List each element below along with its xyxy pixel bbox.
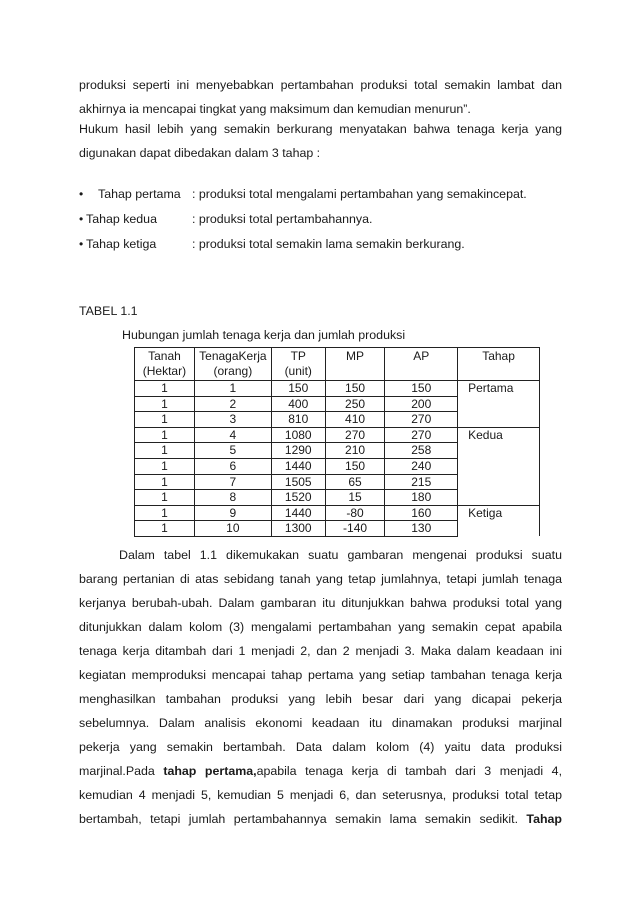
table-row xyxy=(135,381,540,397)
table-cell: 250 xyxy=(325,396,385,412)
bold-term: tahap pertama, xyxy=(163,764,257,778)
body-line-8: sebelumnya. Dalam analisis ekonomi keadaan itu dinamakan produksi marjinal xyxy=(79,716,562,730)
body-line-5: tenaga kerja ditambah dari 1 menjadi 2, dan 2 menjadi 3. Maka dalam keadaan ini xyxy=(79,644,562,658)
table-cell: 1440 xyxy=(271,505,325,521)
body-line-4: ditunjukkan dalam kolom (3) mengalami pertambahan yang semakin cepat apabila xyxy=(79,620,562,634)
table-cell: 150 xyxy=(325,458,385,474)
table-cell: 270 xyxy=(385,412,458,428)
body-line-11: kemudian 4 menjadi 5, kemudian 5 menjadi 6, dan seterusnya, produksi total tetap xyxy=(79,788,562,802)
intro-line-2: akhirnya ia mencapai tingkat yang maksimum dan kemudian menurun”. xyxy=(79,102,471,116)
table-cell: 130 xyxy=(385,521,458,537)
intro-line-1: produksi seperti ini menyebabkan pertambahan produksi total semakin lambat dan xyxy=(79,78,562,92)
column-header-tahap: Tahap xyxy=(458,348,540,381)
stage-cell: Pertama xyxy=(458,381,540,428)
table-row xyxy=(135,505,540,521)
table-caption: Hubungan jumlah tenaga kerja dan jumlah produksi xyxy=(122,328,406,342)
table-cell: 10 xyxy=(194,521,271,537)
column-header-mp: MP xyxy=(325,348,385,381)
table-cell: 160 xyxy=(385,505,458,521)
table-group-ketiga xyxy=(135,505,540,536)
intro-line-4: digunakan dapat dibedakan dalam 3 tahap : xyxy=(79,146,321,160)
column-header-tenaga-kerja: TenagaKerja (orang) xyxy=(194,348,271,381)
table-header-row xyxy=(135,348,540,381)
table-group-kedua xyxy=(135,427,540,505)
body-line-10: marjinal.Pada tahap pertama,apabila tenaga kerja di tambah dari 3 menjadi 4, xyxy=(79,764,563,778)
table-cell: 2 xyxy=(194,396,271,412)
table-cell: 8 xyxy=(194,490,271,506)
table-cell: 200 xyxy=(385,396,458,412)
table-cell: 240 xyxy=(385,458,458,474)
table-cell: 1290 xyxy=(271,443,325,459)
table-cell: 1 xyxy=(135,474,195,490)
body-line-3: kerjanya berubah-ubah. Dalam gambaran itu ditunjukkan bahwa produksi total yang xyxy=(79,596,562,610)
table-cell: -80 xyxy=(325,505,385,521)
body-line-1: Dalam tabel 1.1 dikemukakan suatu gambaran mengenai produksi suatu xyxy=(119,548,562,562)
table-cell: 6 xyxy=(194,458,271,474)
bold-term: Tahap xyxy=(526,812,562,826)
table-cell: 1 xyxy=(135,505,195,521)
table-cell: 1 xyxy=(135,412,195,428)
table-cell: 15 xyxy=(325,490,385,506)
table-cell: 270 xyxy=(385,427,458,443)
table-cell: 1 xyxy=(135,443,195,459)
stage-label: Tahap pertama xyxy=(98,187,181,201)
stage-text: : produksi total semakin lama semakin berkurang. xyxy=(192,237,465,251)
column-header-ap: AP xyxy=(385,348,458,381)
table-cell: 65 xyxy=(325,474,385,490)
table-cell: 1505 xyxy=(271,474,325,490)
stage-label: Tahap kedua xyxy=(86,212,157,226)
stage-label: Tahap ketiga xyxy=(86,237,157,251)
table-cell: 210 xyxy=(325,443,385,459)
production-table xyxy=(134,347,540,537)
table-cell: 1 xyxy=(194,381,271,397)
body-line-7: menghasilkan tambahan produksi yang lebih besar dari yang dicapai pekerja xyxy=(79,692,562,706)
bullet-icon: • xyxy=(79,187,84,201)
table-cell: 1300 xyxy=(271,521,325,537)
table-cell: 1520 xyxy=(271,490,325,506)
table-cell: 1 xyxy=(135,381,195,397)
table-group-pertama xyxy=(135,381,540,428)
table-cell: 150 xyxy=(385,381,458,397)
table-cell: 5 xyxy=(194,443,271,459)
table-cell: 215 xyxy=(385,474,458,490)
table-cell: 1080 xyxy=(271,427,325,443)
bullet-icon: • xyxy=(79,237,84,251)
table-cell: 270 xyxy=(325,427,385,443)
table-cell: 150 xyxy=(325,381,385,397)
table-cell: 3 xyxy=(194,412,271,428)
intro-line-3: Hukum hasil lebih yang semakin berkurang menyatakan bahwa tenaga kerja yang xyxy=(79,122,562,136)
table-cell: 1 xyxy=(135,396,195,412)
table-cell: 4 xyxy=(194,427,271,443)
stage-text: : produksi total pertambahannya. xyxy=(192,212,373,226)
table-cell: 1 xyxy=(135,427,195,443)
table-title: TABEL 1.1 xyxy=(79,304,138,318)
table-cell: 1440 xyxy=(271,458,325,474)
table-cell: 410 xyxy=(325,412,385,428)
table-cell: 150 xyxy=(271,381,325,397)
stage-text: : produksi total mengalami pertambahan yang semakincepat. xyxy=(192,187,527,201)
stage-cell: Ketiga xyxy=(458,505,540,536)
table-cell: 1 xyxy=(135,458,195,474)
table-cell: 1 xyxy=(135,490,195,506)
body-line-9: pekerja yang semakin bertambah. Data dalam kolom (4) yaitu data produksi xyxy=(79,740,562,754)
stage-cell: Kedua xyxy=(458,427,540,505)
table-cell: 9 xyxy=(194,505,271,521)
table-cell: 1 xyxy=(135,521,195,537)
table-cell: 400 xyxy=(271,396,325,412)
body-line-6: kegiatan memproduksi mencapai tahap pertama yang setiap tambahan tenaga kerja xyxy=(79,668,562,682)
bullet-icon: • xyxy=(79,212,84,226)
column-header-tp: TP (unit) xyxy=(271,348,325,381)
table-cell: 810 xyxy=(271,412,325,428)
table-cell: 258 xyxy=(385,443,458,459)
table-cell: -140 xyxy=(325,521,385,537)
table-row xyxy=(135,427,540,443)
table-cell: 7 xyxy=(194,474,271,490)
body-line-2: barang pertanian di atas sebidang tanah yang tetap jumlahnya, tetapi jumlah tenaga xyxy=(79,572,562,586)
table-cell: 180 xyxy=(385,490,458,506)
column-header-tanah: Tanah (Hektar) xyxy=(135,348,195,381)
body-line-12: bertambah, tetapi jumlah pertambahannya semakin lama semakin sedikit. Tahap xyxy=(79,812,562,826)
